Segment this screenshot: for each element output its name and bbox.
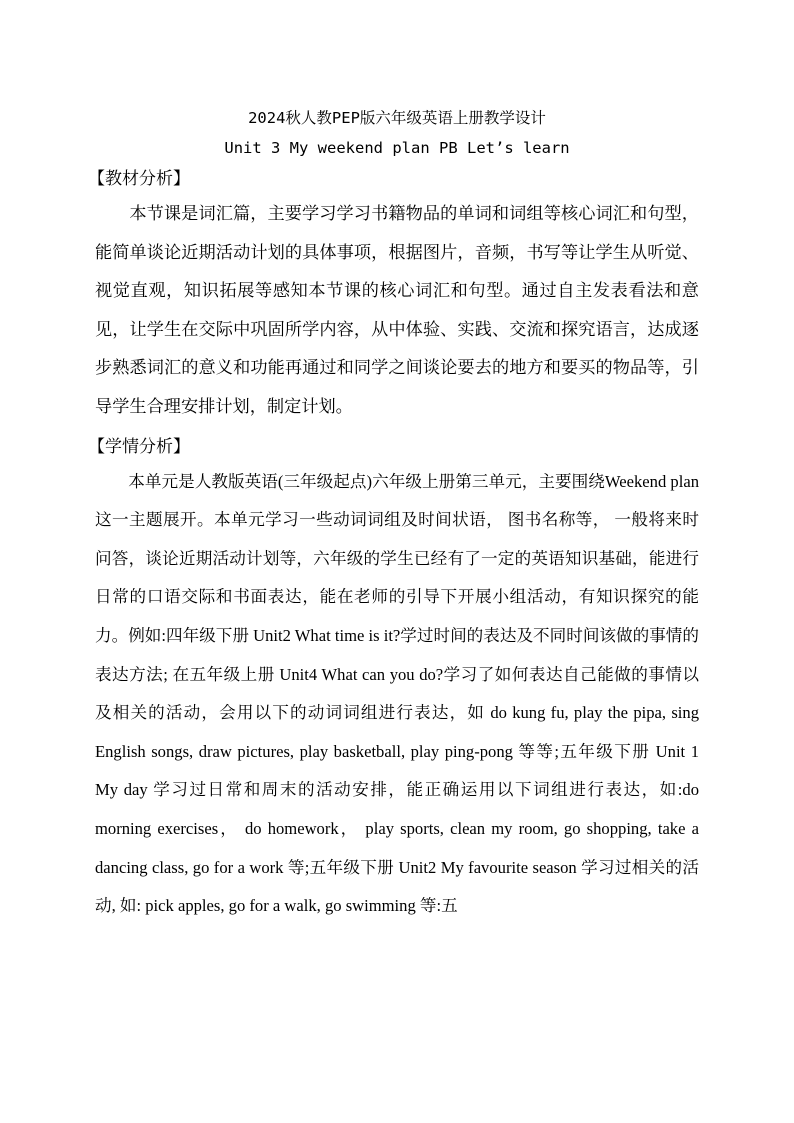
student-analysis-paragraph: 本单元是人教版英语(三年级起点)六年级上册第三单元，主要围绕Weekend plan 这一主题展开。本单元学习一些动词词组及时间状语， 图书名称等， 一般将来时问答，谈论近期活动计划等，六年级的学生已经有了一定的英语知识基础，能进行日常的口语交际和书面表达，能在老师的引导下开展小组活动，有知识探究的能力。例如:四年级下册 Unit2 What time is it?学过时间的表达及不同时间该做的事情的表达方法; 在五年级上册 Unit4 What can you do?学习了如何表达自己能做的事情以及相关的活动，会用以下的动词词组进行表达，如 do kung fu, play the pipa, sing English songs, draw pictures, play basketball, play ping-pong 等等;五年级下册 Unit 1 My day 学习过日常和周末的活动安排，能正确运用以下词组进行表达，如:do morning exercises， do homework， play sports, clean my room, go shopping, take a dancing class, go for a work 等;五年级下册 Unit2 My favourite season 学习过相关的活动, 如: pick apples, go for a walk, go swimming 等:五	[95, 471, 699, 916]
textbook-analysis-paragraph: 本节课是词汇篇，主要学习学习书籍物品的单词和词组等核心词汇和句型，能简单谈论近期活动计划的具体事项，根据图片，音频，书写等让学生从听觉、视觉直观，知识拓展等感知本节课的核心词汇和句型。通过自主发表看法和意见，让学生在交际中巩固所学内容，从中体验、实践、交流和探究语言，达成逐步熟悉词汇的意义和功能再通过和同学之间谈论要去的地方和要买的物品等，引导学生合理安排计划，制定计划。	[95, 204, 699, 417]
document-title: 2024秋人教PEP版六年级英语上册教学设计	[248, 109, 546, 127]
document-subtitle: Unit 3 My weekend plan PB Let’s learn	[224, 139, 570, 157]
section-heading-student-analysis: 【学情分析】	[88, 436, 190, 457]
section-heading-textbook-analysis: 【教材分析】	[88, 169, 190, 189]
